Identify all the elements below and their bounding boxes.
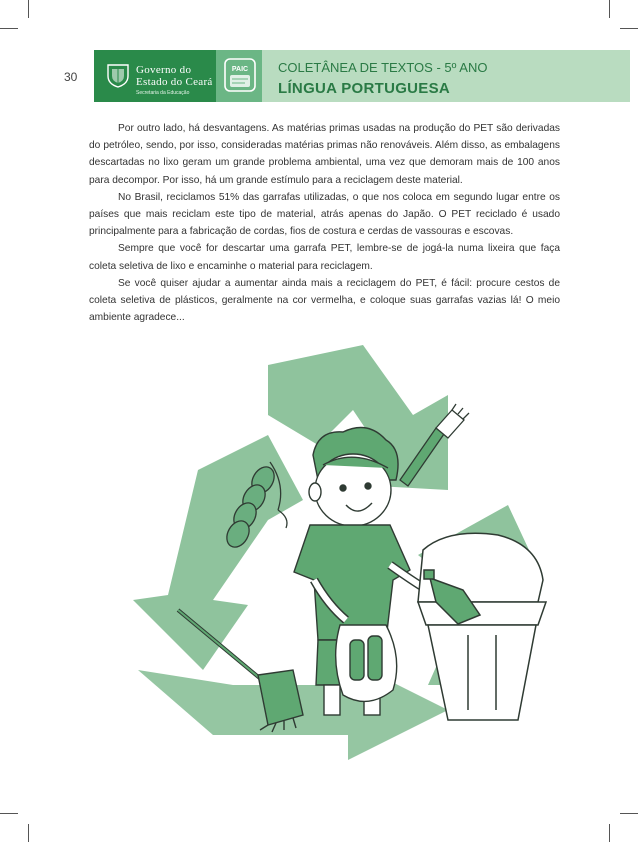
paragraph: No Brasil, reciclamos 51% das garrafas utilizadas, o que nos coloca em segundo lugar entre os países que mais reciclam este tipo de material, atrás apenas do Japão. O PET reciclado é usado principalmente para a fabricação de cordas, fios de costura e cerdas de vassouras e escovas. — [89, 191, 560, 238]
article-text — [89, 120, 560, 326]
subject-title: LÍNGUA PORTUGUESA — [278, 80, 451, 97]
paragraph: Se você quiser ajudar a aumentar ainda mais a reciclagem do PET, é fácil: procure cestos de coleta seletiva de plásticos, geralmente na cor vermelha, e coloque suas garrafas vazias lá! O meio ambiente agradece... — [89, 277, 560, 324]
secretariat-name: Secretaria da Educação — [136, 90, 190, 96]
program-logo-text: PAIC — [231, 66, 249, 73]
government-name-line1: Governo do — [136, 64, 192, 76]
crop-mark — [620, 28, 638, 29]
crop-mark — [609, 0, 610, 18]
boy-recycling-pet-bottles-icon — [118, 340, 558, 760]
page-number: 30 — [64, 70, 78, 84]
crop-mark — [0, 28, 18, 29]
crop-mark — [609, 824, 610, 842]
crop-mark — [28, 824, 29, 842]
recycling-bin-icon — [418, 533, 546, 720]
government-name-line2: Estado do Ceará — [136, 76, 213, 88]
paragraph: Por outro lado, há desvantagens. As matérias primas usadas na produção do PET são derivadas do petróleo, sendo, por isso, consideradas matérias primas não renováveis. Além disso, as embalagens descartadas no lixo geram um grande problema ambiental, uma vez que demoram mais de 100 anos para decompor. Por isso, há um grande estímulo para a reciclagem deste material. — [89, 123, 560, 186]
paragraph: Sempre que você for descartar uma garrafa PET, lembre-se de jogá-la numa lixeira que faça coleta seletiva de lixo e encaminhe o material para reciclagem. — [89, 243, 560, 272]
crop-mark — [28, 0, 29, 18]
coat-of-arms-icon — [104, 62, 132, 88]
series-title: COLETÂNEA DE TEXTOS - 5º ANO — [278, 60, 488, 75]
crop-mark — [620, 813, 638, 814]
crop-mark — [0, 813, 18, 814]
program-logo-icon — [223, 57, 257, 93]
